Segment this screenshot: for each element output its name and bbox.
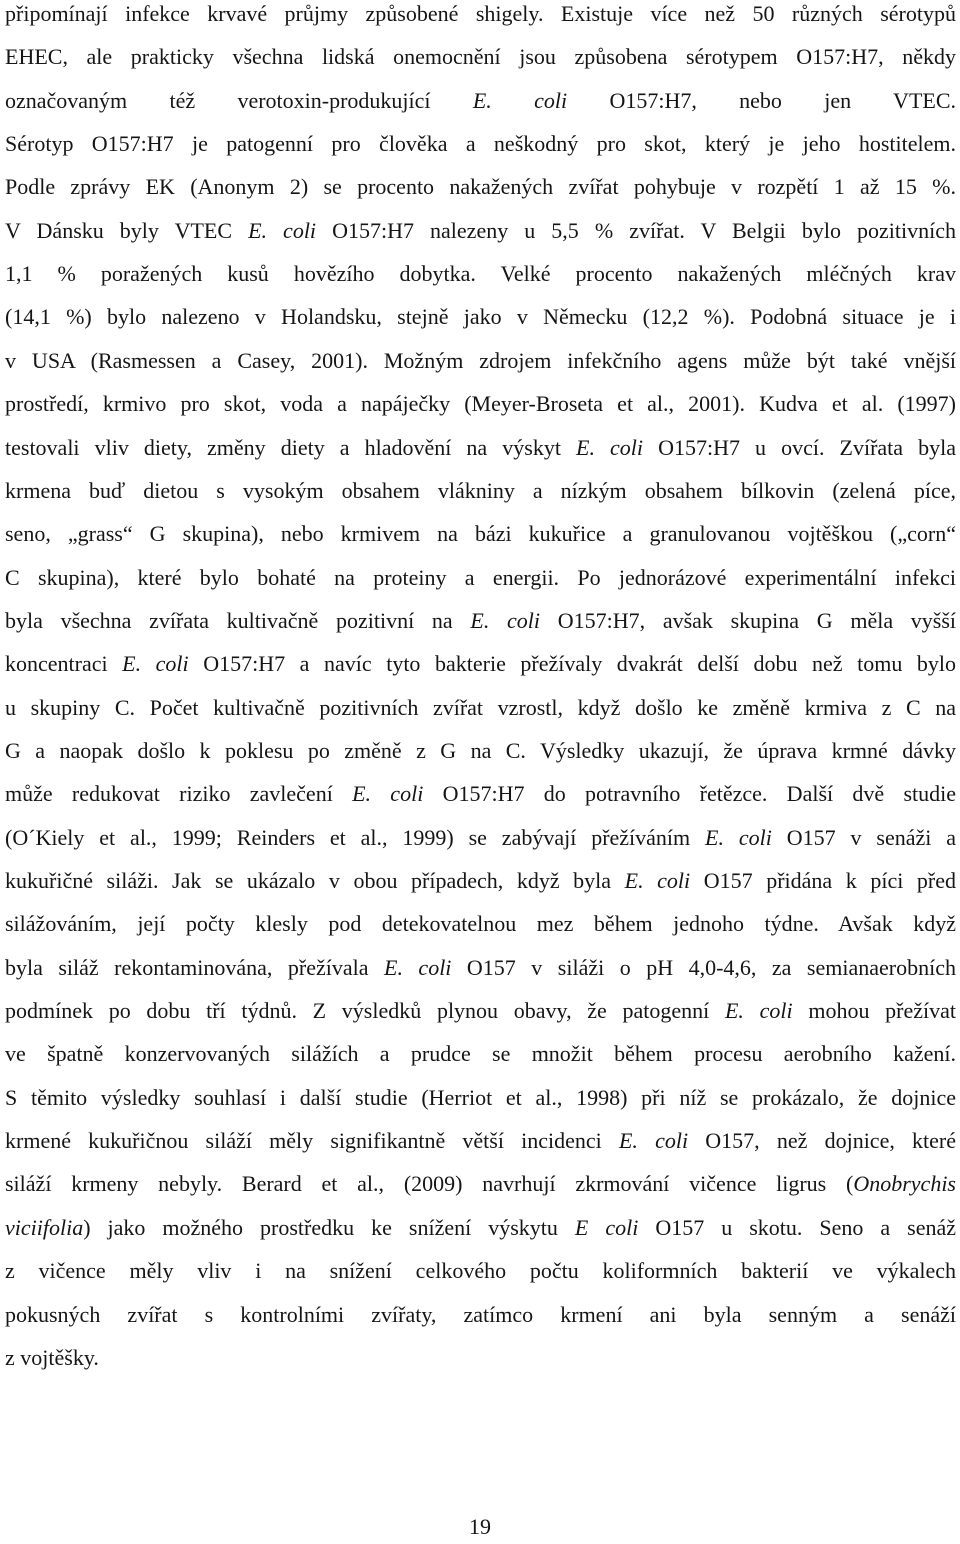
text-span: O157 v siláži o pH 4,0-4,6, za semianaerobních (451, 954, 956, 980)
text-span: v USA (Rasmessen a Casey, 2001). Možným zdrojem infekčního agens může být také vnější (5, 347, 956, 373)
text-span: 1,1 % poražených kusů hovězího dobytka. Velké procento nakažených mléčných krav (5, 261, 956, 287)
text-span: testovali vliv diety, změny diety a hladovění na výskyt (5, 434, 576, 460)
text-line (5, 1251, 956, 1291)
italic-term: E. coli (705, 824, 772, 850)
text-line (5, 341, 956, 381)
text-span: připomínají infekce krvavé průjmy způsobené shigely. Existuje více než 50 různých sérotypů (5, 1, 956, 26)
italic-term: E. coli (470, 607, 541, 633)
text-line (5, 948, 956, 988)
text-span: prostředí, krmivo pro skot, voda a napáječky (Meyer-Broseta et al., 2001). Kudva et al. (1997) (5, 391, 956, 417)
text-span: O157:H7, avšak skupina G měla vyšší (540, 607, 957, 633)
text-span: z vičence měly vliv i na snížení celkového počtu koliformních bakterií ve výkalech (5, 1258, 956, 1284)
text-line (5, 211, 956, 251)
text-line (5, 37, 956, 77)
text-line (5, 774, 956, 814)
text-span: O157 u skotu. Seno a senáž (638, 1214, 956, 1240)
text-line (5, 254, 956, 294)
text-line (5, 688, 956, 728)
italic-term: E. coli (122, 651, 189, 677)
text-span: byla všechna zvířata kultivačně pozitivní na (5, 607, 471, 633)
text-span: silážováním, její počty klesly pod detekovatelnou mez během jednoho týdne. Avšak když (5, 911, 956, 937)
text-line (5, 644, 956, 684)
text-line (5, 904, 956, 944)
text-span: O157 v senáži a (771, 824, 956, 850)
text-span: krmena buď dietou s vysokým obsahem vlákniny a nízkým obsahem bílkovin (zelená píce, (5, 477, 956, 503)
text-span: C skupina), které bylo bohaté na proteiny a energii. Po jednorázové experimentální infekci (5, 564, 956, 590)
text-span: Sérotyp O157:H7 je patogenní pro člověka a neškodný pro skot, který je jeho hostitelem. (5, 131, 956, 157)
text-span: V Dánsku byly VTEC (5, 217, 249, 243)
text-line (5, 124, 956, 164)
text-span: ve špatně konzervovaných silážích a prudce se množit během procesu aerobního kažení. (5, 1041, 956, 1067)
text-line (5, 861, 956, 901)
text-line (5, 601, 956, 641)
text-span: označovaným též verotoxin-produkující (5, 87, 473, 113)
text-span: kukuřičné siláži. Jak se ukázalo v obou případech, když byla (5, 868, 625, 893)
text-line (5, 297, 956, 337)
text-line (5, 471, 956, 511)
text-span: může redukovat riziko zavlečení (5, 781, 353, 807)
text-span: O157:H7, nebo jen VTEC. (567, 87, 956, 113)
italic-term: E coli (574, 1214, 639, 1240)
text-line (5, 818, 956, 858)
text-span: siláží krmeny nebyly. Berard et al., (2009) navrhují zkrmování vičence ligrus ( (5, 1171, 854, 1197)
italic-term: E. coli (618, 1128, 689, 1154)
text-line (5, 0, 956, 34)
text-line (5, 1208, 956, 1248)
text-span: u skupiny C. Počet kultivačně pozitivních zvířat vzrostl, když došlo ke změně krmiva z C na (5, 694, 956, 720)
page-number: 19 (469, 1514, 491, 1539)
italic-term: viciifolia (5, 1214, 84, 1240)
italic-term: E. coli (576, 434, 643, 460)
text-span: S těmito výsledky souhlasí i další studie (Herriot et al., 1998) při níž se prokázalo, že dojnice (5, 1084, 956, 1110)
text-span: (O´Kiely et al., 1999; Reinders et al., 1999) se zabývají přežíváním (5, 824, 706, 850)
text-line (5, 428, 956, 468)
text-line (5, 514, 956, 554)
text-span: G a naopak došlo k poklesu po změně z G na C. Výsledky ukazují, že úprava krmné dávky (5, 737, 956, 763)
text-span: mohou přežívat (792, 998, 956, 1024)
text-span: EHEC, ale prakticky všechna lidská onemocnění jsou způsobena sérotypem O157:H7, někdy (5, 44, 956, 70)
italic-term: E. coli (384, 954, 452, 980)
text-span: z vojtěšky. (5, 1344, 99, 1370)
text-span: podmínek po dobu tří týdnů. Z výsledků plynou obavy, že patogenní (5, 998, 725, 1024)
text-span: O157, než dojnice, které (688, 1128, 956, 1154)
italic-term: E. coli (472, 87, 568, 113)
text-span: pokusných zvířat s kontrolními zvířaty, zatímco krmení ani byla senným a senáží (5, 1301, 956, 1327)
italic-term: E. coli (248, 217, 317, 243)
italic-term: E. coli (352, 781, 424, 807)
text-line (5, 1164, 956, 1204)
text-span: Podle zprávy EK (Anonym 2) se procento nakažených zvířat pohybuje v rozpětí 1 až 15 %. (5, 174, 956, 200)
text-span: krmené kukuřičnou siláží měly signifikantně větší incidenci (5, 1128, 619, 1154)
italic-term: E. coli (724, 998, 793, 1024)
text-line (5, 731, 956, 771)
text-span: O157:H7 do potravního řetězce. Další dvě studie (423, 781, 956, 807)
text-line (5, 558, 956, 598)
text-line (5, 991, 956, 1031)
text-span: byla siláž rekontaminována, přežívala (5, 954, 384, 980)
text-span: koncentraci (5, 651, 123, 677)
text-line (5, 1078, 956, 1118)
text-span: O157:H7 a navíc tyto bakterie přežívaly dvakrát delší dobu než tomu bylo (188, 651, 957, 677)
text-line (5, 81, 956, 121)
text-span: O157:H7 u ovcí. Zvířata byla (643, 434, 956, 460)
text-line (5, 1121, 956, 1161)
text-line (5, 1034, 956, 1074)
text-line (5, 167, 956, 207)
text-span: seno, „grass“ G skupina), nebo krmivem na bázi kukuřice a granulovanou vojtěškou („corn“ (5, 521, 956, 547)
text-line (5, 384, 956, 424)
text-line (5, 1338, 956, 1378)
italic-term: Onobrychis (853, 1171, 956, 1197)
text-span: ) jako možného prostředku ke snížení výskytu (83, 1214, 575, 1240)
italic-term: E. coli (624, 868, 691, 893)
text-line (5, 1295, 956, 1335)
text-span: O157:H7 nalezeny u 5,5 % zvířat. V Belgii bylo pozitivních (316, 217, 956, 243)
text-span: O157 přidána k píci před (690, 868, 956, 893)
text-span: (14,1 %) bylo nalezeno v Holandsku, stejně jako v Německu (12,2 %). Podobná situace je i (5, 304, 956, 330)
